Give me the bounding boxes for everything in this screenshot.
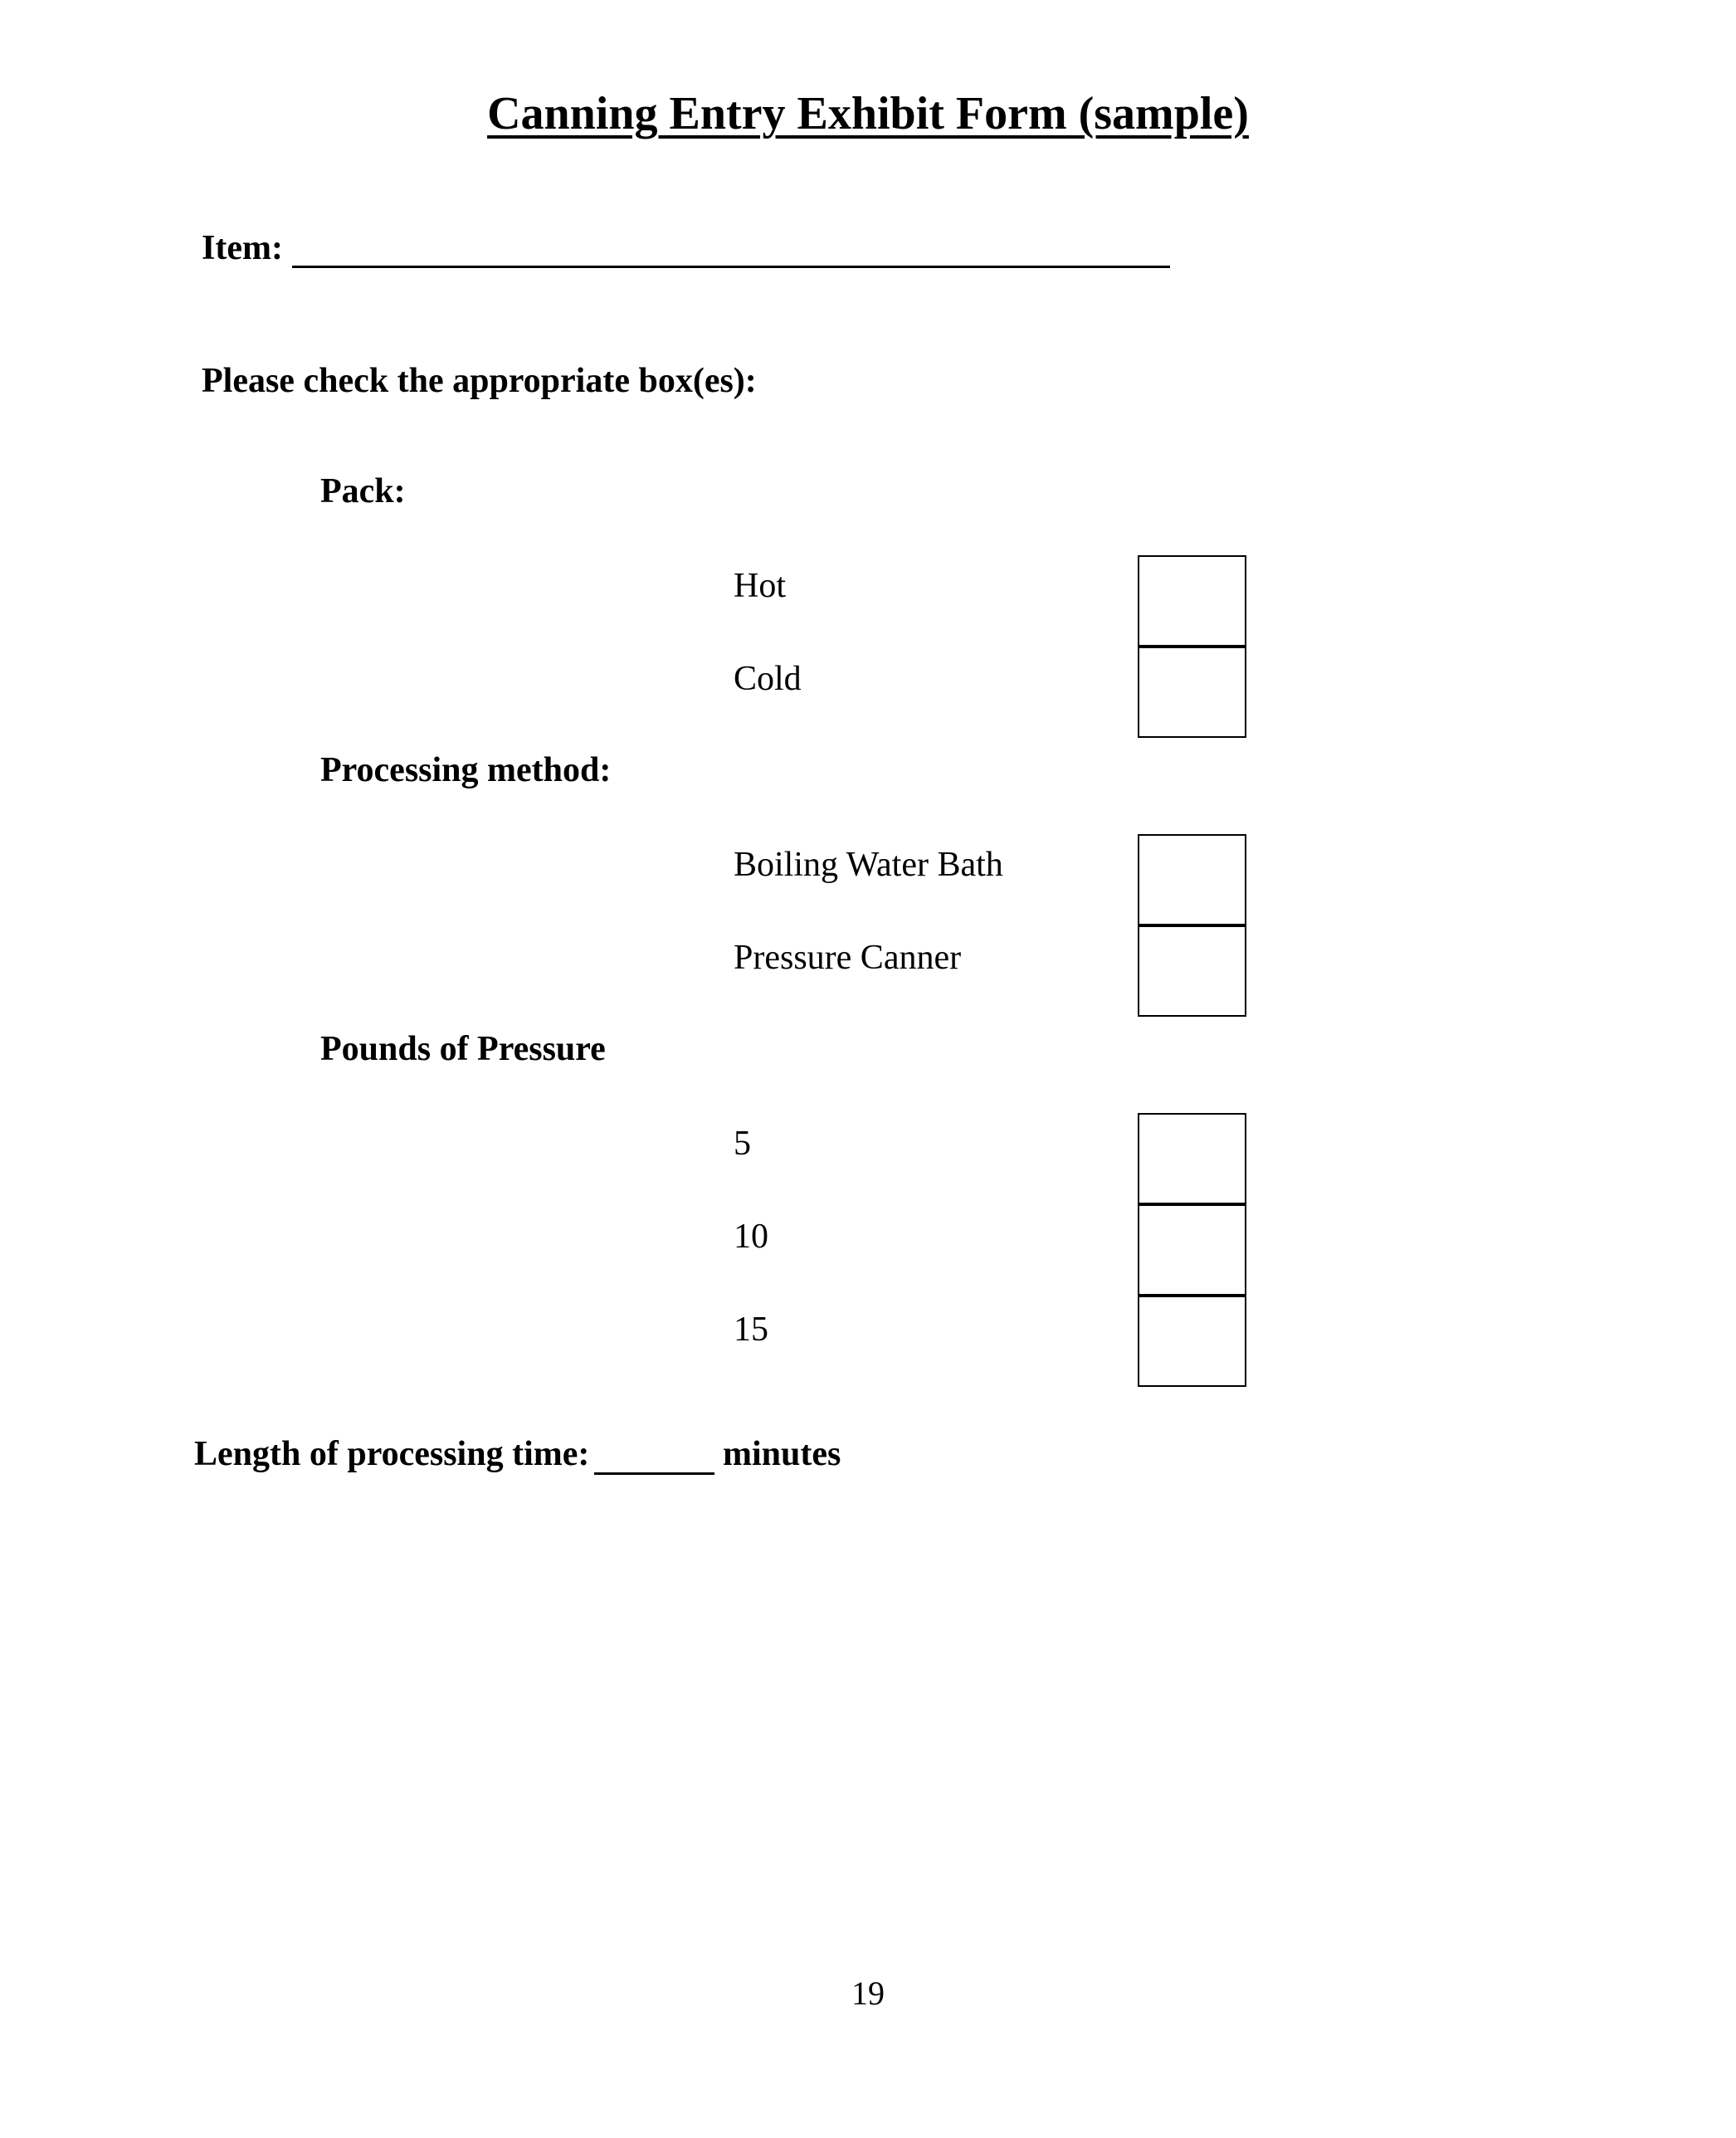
pack-heading: Pack: xyxy=(320,472,406,510)
item-label: Item: xyxy=(202,229,283,267)
option-5-label: 5 xyxy=(734,1125,751,1163)
page-title: Canning Entry Exhibit Form (sample) xyxy=(487,88,1249,139)
instruction-text: Please check the appropriate box(es): xyxy=(202,362,757,400)
pounds-of-pressure-heading: Pounds of Pressure xyxy=(320,1030,606,1068)
checkbox-pressure-canner[interactable] xyxy=(1138,925,1246,1017)
page-number: 19 xyxy=(851,1974,885,2012)
checkbox-hot[interactable] xyxy=(1138,555,1246,647)
processing-method-heading: Processing method: xyxy=(320,751,612,789)
processing-time-label: Length of processing time: xyxy=(194,1435,590,1473)
checkbox-10[interactable] xyxy=(1138,1204,1246,1296)
option-pressure-canner-label: Pressure Canner xyxy=(734,939,962,977)
processing-time-input-line[interactable] xyxy=(594,1472,714,1475)
option-10-label: 10 xyxy=(734,1218,768,1256)
processing-time-unit: minutes xyxy=(723,1435,841,1473)
option-boiling-water-bath-label: Boiling Water Bath xyxy=(734,846,1003,884)
checkbox-5[interactable] xyxy=(1138,1113,1246,1204)
checkbox-boiling-water-bath[interactable] xyxy=(1138,834,1246,925)
checkbox-15[interactable] xyxy=(1138,1296,1246,1387)
item-input-line[interactable] xyxy=(292,266,1170,268)
option-cold-label: Cold xyxy=(734,660,802,698)
option-15-label: 15 xyxy=(734,1311,768,1349)
checkbox-cold[interactable] xyxy=(1138,647,1246,738)
option-hot-label: Hot xyxy=(734,567,786,605)
